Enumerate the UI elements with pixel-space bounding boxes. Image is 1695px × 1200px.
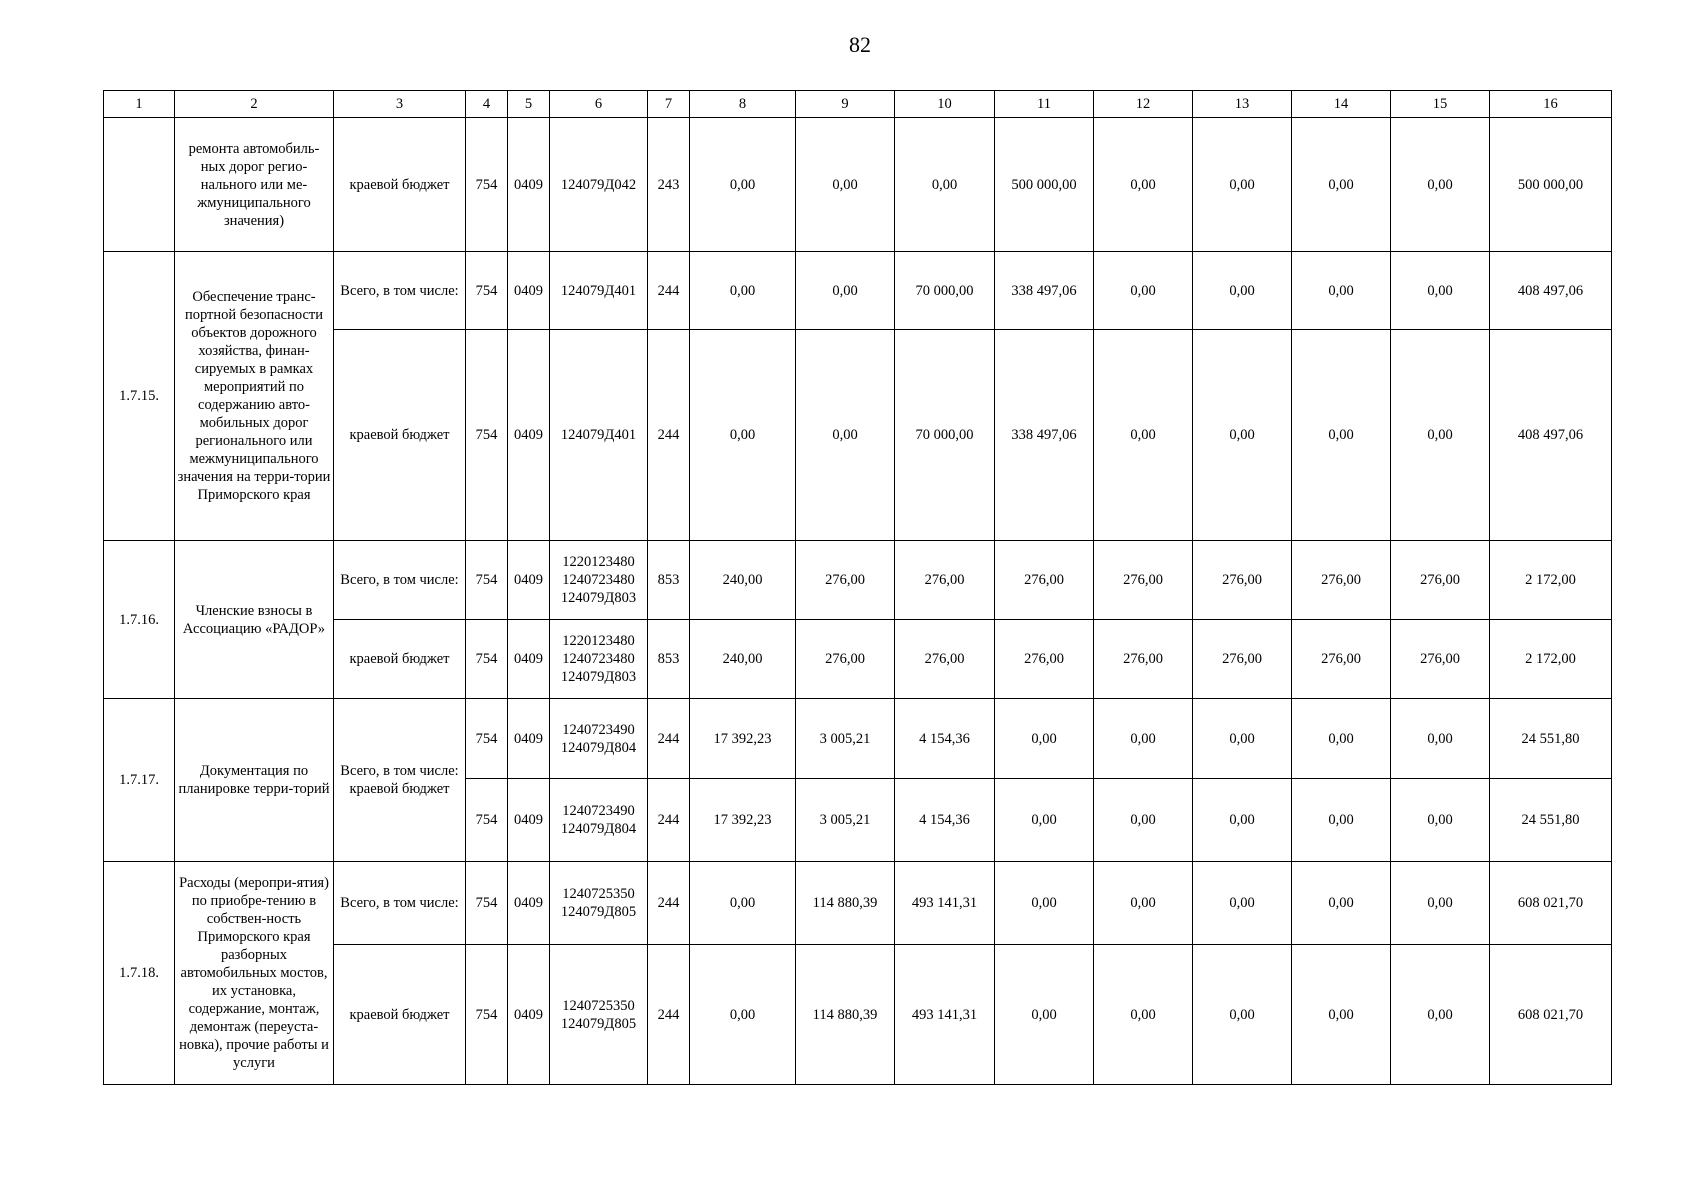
ministry-code: 754	[466, 118, 508, 252]
amount-cell: 0,00	[690, 945, 796, 1085]
item-name: ремонта автомобиль-ных дорог регио-нального или ме-жмуниципального значения)	[175, 118, 334, 252]
amount-cell: 0,00	[1193, 699, 1292, 779]
amount-cell: 0,00	[1292, 330, 1391, 541]
funding-source: Всего, в том числе:	[334, 252, 466, 330]
amount-cell: 114 880,39	[796, 945, 895, 1085]
amount-cell: 0,00	[1391, 330, 1490, 541]
amount-cell: 608 021,70	[1490, 945, 1612, 1085]
amount-cell: 0,00	[1193, 330, 1292, 541]
target-article-line: 124079Д401	[560, 282, 637, 299]
item-number: 1.7.16.	[104, 541, 175, 699]
target-article-code	[550, 779, 648, 862]
funding-source: Всего, в том числе:	[334, 862, 466, 945]
funding-source: Всего, в том числе: краевой бюджет	[334, 699, 466, 862]
amount-cell: 0,00	[1193, 252, 1292, 330]
amount-cell: 114 880,39	[796, 862, 895, 945]
amount-cell: 276,00	[1094, 541, 1193, 620]
item-number	[104, 118, 175, 252]
target-article-line: 124079Д805	[560, 1015, 637, 1032]
section-code: 0409	[508, 779, 550, 862]
amount-cell: 17 392,23	[690, 779, 796, 862]
column-header: 6	[550, 91, 648, 118]
section-code: 0409	[508, 330, 550, 541]
amount-cell: 338 497,06	[995, 330, 1094, 541]
funding-source: краевой бюджет	[334, 620, 466, 699]
amount-cell: 0,00	[895, 118, 995, 252]
amount-cell: 276,00	[796, 620, 895, 699]
amount-cell: 0,00	[1094, 699, 1193, 779]
amount-cell: 608 021,70	[1490, 862, 1612, 945]
amount-cell: 24 551,80	[1490, 699, 1612, 779]
amount-cell: 70 000,00	[895, 330, 995, 541]
item-name: Членские взносы в Ассоциацию «РАДОР»	[175, 541, 334, 699]
amount-cell: 276,00	[1391, 620, 1490, 699]
amount-cell: 0,00	[1193, 945, 1292, 1085]
amount-cell: 0,00	[690, 862, 796, 945]
expense-type-code: 244	[648, 862, 690, 945]
target-article-code	[550, 330, 648, 541]
target-article-line: 124079Д804	[560, 739, 637, 756]
amount-cell: 0,00	[1292, 252, 1391, 330]
amount-cell: 0,00	[690, 330, 796, 541]
funding-source: краевой бюджет	[334, 945, 466, 1085]
amount-cell: 493 141,31	[895, 862, 995, 945]
amount-cell: 0,00	[995, 945, 1094, 1085]
amount-cell: 0,00	[1193, 118, 1292, 252]
ministry-code: 754	[466, 699, 508, 779]
funding-source: краевой бюджет	[334, 330, 466, 541]
amount-cell: 276,00	[1193, 541, 1292, 620]
target-article-line: 1220123480	[562, 554, 635, 570]
amount-cell: 408 497,06	[1490, 330, 1612, 541]
target-article-line: 124079Д803	[560, 669, 637, 685]
ministry-code: 754	[466, 252, 508, 330]
amount-cell: 0,00	[690, 252, 796, 330]
funding-source: Всего, в том числе:	[334, 541, 466, 620]
table-row	[104, 699, 1612, 779]
amount-cell: 0,00	[1391, 252, 1490, 330]
amount-cell: 4 154,36	[895, 699, 995, 779]
amount-cell: 0,00	[1391, 118, 1490, 252]
target-article-line: 1240723480	[562, 651, 635, 667]
column-header: 1	[104, 91, 175, 118]
column-header: 15	[1391, 91, 1490, 118]
column-header: 7	[648, 91, 690, 118]
table-row	[104, 541, 1612, 620]
item-name: Расходы (меропри-ятия) по приобре-тению в собствен-ность Приморского края разборных автомобильных мостов, их установка, содержание, монтаж, демонтаж (переуста-новка), прочие работы и услуги	[175, 862, 334, 1085]
item-number: 1.7.18.	[104, 862, 175, 1085]
amount-cell: 0,00	[1193, 779, 1292, 862]
amount-cell: 276,00	[1193, 620, 1292, 699]
amount-cell: 0,00	[1292, 945, 1391, 1085]
amount-cell: 276,00	[1391, 541, 1490, 620]
target-article-line: 1240723480	[562, 572, 635, 588]
header-row	[104, 91, 1612, 118]
target-article-code	[550, 620, 648, 699]
column-header: 14	[1292, 91, 1391, 118]
target-article-line: 1220123480	[562, 633, 635, 649]
target-article-line: 124079Д803	[560, 590, 637, 606]
amount-cell: 0,00	[1094, 252, 1193, 330]
target-article-code	[550, 118, 648, 252]
target-article-code	[550, 699, 648, 779]
item-name: Документация по планировке терри-торий	[175, 699, 334, 862]
amount-cell: 0,00	[1094, 945, 1193, 1085]
amount-cell: 276,00	[796, 541, 895, 620]
expense-type-code: 853	[648, 620, 690, 699]
ministry-code: 754	[466, 541, 508, 620]
column-header: 16	[1490, 91, 1612, 118]
amount-cell: 17 392,23	[690, 699, 796, 779]
page-number: 82	[849, 32, 871, 57]
section-code: 0409	[508, 945, 550, 1085]
amount-cell: 0,00	[796, 118, 895, 252]
amount-cell: 0,00	[796, 252, 895, 330]
amount-cell: 276,00	[1094, 620, 1193, 699]
expense-type-code: 244	[648, 330, 690, 541]
amount-cell: 0,00	[1292, 118, 1391, 252]
ministry-code: 754	[466, 330, 508, 541]
section-code: 0409	[508, 541, 550, 620]
target-article-code	[550, 252, 648, 330]
section-code: 0409	[508, 620, 550, 699]
amount-cell: 0,00	[1292, 862, 1391, 945]
amount-cell: 0,00	[1391, 699, 1490, 779]
item-number: 1.7.17.	[104, 699, 175, 862]
amount-cell: 3 005,21	[796, 779, 895, 862]
target-article-line: 1240725350	[562, 997, 635, 1014]
amount-cell: 0,00	[1094, 118, 1193, 252]
target-article-code	[550, 862, 648, 945]
item-number: 1.7.15.	[104, 252, 175, 541]
amount-cell: 70 000,00	[895, 252, 995, 330]
amount-cell: 240,00	[690, 620, 796, 699]
amount-cell: 0,00	[1391, 945, 1490, 1085]
column-header: 11	[995, 91, 1094, 118]
target-article-line: 124079Д401	[560, 427, 637, 443]
expense-type-code: 244	[648, 699, 690, 779]
section-code: 0409	[508, 699, 550, 779]
amount-cell: 276,00	[895, 541, 995, 620]
column-header: 8	[690, 91, 796, 118]
amount-cell: 276,00	[1292, 620, 1391, 699]
amount-cell: 240,00	[690, 541, 796, 620]
amount-cell: 0,00	[1094, 862, 1193, 945]
amount-cell: 0,00	[1292, 779, 1391, 862]
amount-cell: 0,00	[1094, 779, 1193, 862]
column-header: 9	[796, 91, 895, 118]
funding-source: краевой бюджет	[334, 118, 466, 252]
amount-cell: 276,00	[1292, 541, 1391, 620]
column-header: 12	[1094, 91, 1193, 118]
target-article-code	[550, 541, 648, 620]
target-article-line: 1240723490	[562, 803, 635, 819]
ministry-code: 754	[466, 779, 508, 862]
column-header: 3	[334, 91, 466, 118]
amount-cell: 0,00	[995, 699, 1094, 779]
amount-cell: 500 000,00	[1490, 118, 1612, 252]
table-row	[104, 862, 1612, 945]
amount-cell: 0,00	[1193, 862, 1292, 945]
expense-type-code: 244	[648, 945, 690, 1085]
expense-type-code: 243	[648, 118, 690, 252]
section-code: 0409	[508, 862, 550, 945]
target-article-line: 124079Д042	[560, 176, 637, 193]
ministry-code: 754	[466, 945, 508, 1085]
amount-cell: 493 141,31	[895, 945, 995, 1085]
amount-cell: 4 154,36	[895, 779, 995, 862]
column-header: 2	[175, 91, 334, 118]
amount-cell: 0,00	[1292, 699, 1391, 779]
amount-cell: 0,00	[995, 779, 1094, 862]
expense-type-code: 244	[648, 252, 690, 330]
amount-cell: 276,00	[995, 620, 1094, 699]
ministry-code: 754	[466, 862, 508, 945]
target-article-line: 1240723490	[562, 721, 635, 738]
budget-table	[103, 90, 1612, 1085]
amount-cell: 3 005,21	[796, 699, 895, 779]
amount-cell: 2 172,00	[1490, 541, 1612, 620]
section-code: 0409	[508, 118, 550, 252]
amount-cell: 408 497,06	[1490, 252, 1612, 330]
amount-cell: 2 172,00	[1490, 620, 1612, 699]
target-article-line: 1240725350	[562, 886, 635, 902]
amount-cell: 276,00	[995, 541, 1094, 620]
target-article-line: 124079Д804	[560, 821, 637, 837]
amount-cell: 338 497,06	[995, 252, 1094, 330]
column-header: 13	[1193, 91, 1292, 118]
column-header: 5	[508, 91, 550, 118]
target-article-code	[550, 945, 648, 1085]
column-header: 4	[466, 91, 508, 118]
table-row	[104, 252, 1612, 330]
amount-cell: 500 000,00	[995, 118, 1094, 252]
amount-cell: 0,00	[690, 118, 796, 252]
amount-cell: 276,00	[895, 620, 995, 699]
item-name: Обеспечение транс-портной безопасности объектов дорожного хозяйства, финан-сируемых в рамках мероприятий по содержанию авто-мобильных дорог регионального или межмуниципального значения на терри-тории Приморского края	[175, 252, 334, 541]
expense-type-code: 853	[648, 541, 690, 620]
amount-cell: 0,00	[1391, 862, 1490, 945]
ministry-code: 754	[466, 620, 508, 699]
expense-type-code: 244	[648, 779, 690, 862]
section-code: 0409	[508, 252, 550, 330]
column-header: 10	[895, 91, 995, 118]
amount-cell: 0,00	[1391, 779, 1490, 862]
target-article-line: 124079Д805	[560, 904, 637, 920]
amount-cell: 0,00	[1094, 330, 1193, 541]
amount-cell: 0,00	[796, 330, 895, 541]
amount-cell: 0,00	[995, 862, 1094, 945]
amount-cell: 24 551,80	[1490, 779, 1612, 862]
table-row	[104, 118, 1612, 252]
